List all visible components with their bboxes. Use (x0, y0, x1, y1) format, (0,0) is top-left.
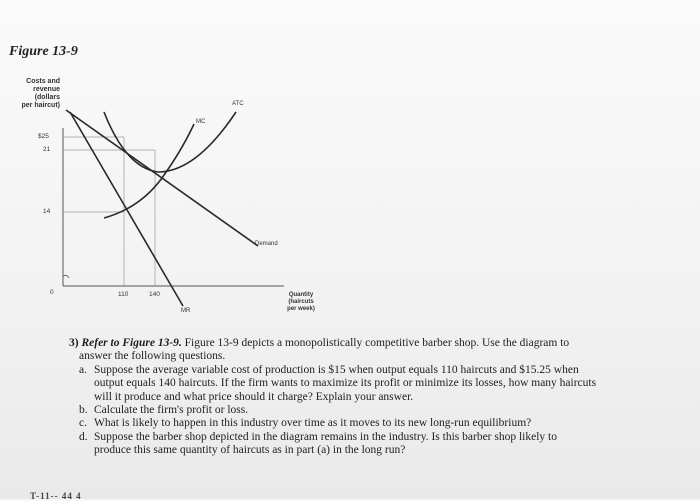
question-intro (69, 337, 669, 350)
figure-title: Figure 13-9 (9, 44, 78, 59)
question-block (69, 337, 669, 458)
item-line: Suppose the average variable cost of production is $15 when output equals 110 haircuts and $15.25 when (94, 363, 579, 376)
question-item-d (69, 431, 669, 458)
item-line: produce this same quantity of haircuts as in part (a) in the long run? (94, 444, 406, 457)
item-letter: b. (79, 404, 88, 417)
y-tick-21: 21 (43, 146, 51, 153)
y-axis-label-line: (dollars (34, 94, 60, 101)
question-item-b (69, 404, 669, 417)
item-line: will it produce and what price should it charge? Explain your answer. (94, 390, 414, 403)
mr-label: MR (181, 308, 191, 314)
footer-fragment: T-11-- 44 4 (30, 491, 82, 501)
y-axis-label-line: per haircut) (21, 102, 60, 109)
demand-label: Demand (255, 241, 278, 247)
item-letter: c. (79, 417, 87, 430)
y-tick-0: 0 (50, 289, 54, 296)
question-figure-ref: Refer to Figure 13-9. (81, 337, 182, 349)
x-axis-label-line: (haircuts (288, 299, 314, 305)
y-tick-14: 14 (43, 208, 51, 215)
x-axis-label-line: Quantity (288, 292, 314, 298)
item-line: Suppose the barber shop depicted in the diagram remains in the industry. Is this barber shop likely to (94, 430, 557, 443)
mc-curve (104, 124, 194, 218)
atc-label: ATC (232, 101, 244, 107)
y-axis-label-line: Costs and (26, 78, 60, 85)
x-axis-label-line: per week) (287, 306, 315, 312)
question-item-c (69, 417, 669, 430)
item-letter: d. (79, 430, 88, 443)
question-item-a (69, 364, 669, 404)
question-intro-text: Figure 13-9 depicts a monopolistically competitive barber shop. Use the diagram to (184, 337, 570, 349)
question-intro-continued: answer the following questions. (79, 350, 226, 363)
x-tick-110: 110 (118, 291, 129, 298)
mc-label: MC (196, 119, 206, 125)
y-axis-label-line: revenue (33, 86, 60, 93)
x-tick-140: 140 (149, 291, 160, 298)
item-line: What is likely to happen in this industry over time as it moves to its new long-run equilibrium? (94, 417, 532, 430)
y-tick-25: $25 (38, 133, 49, 140)
item-line: output equals 140 haircuts. If the firm wants to maximize its profit or minimize its losses, how many haircuts (94, 377, 597, 390)
item-letter: a. (79, 363, 87, 376)
origin-mark (63, 275, 69, 278)
question-number: 3) (69, 337, 79, 349)
item-line: Calculate the firm's profit or loss. (94, 404, 249, 417)
